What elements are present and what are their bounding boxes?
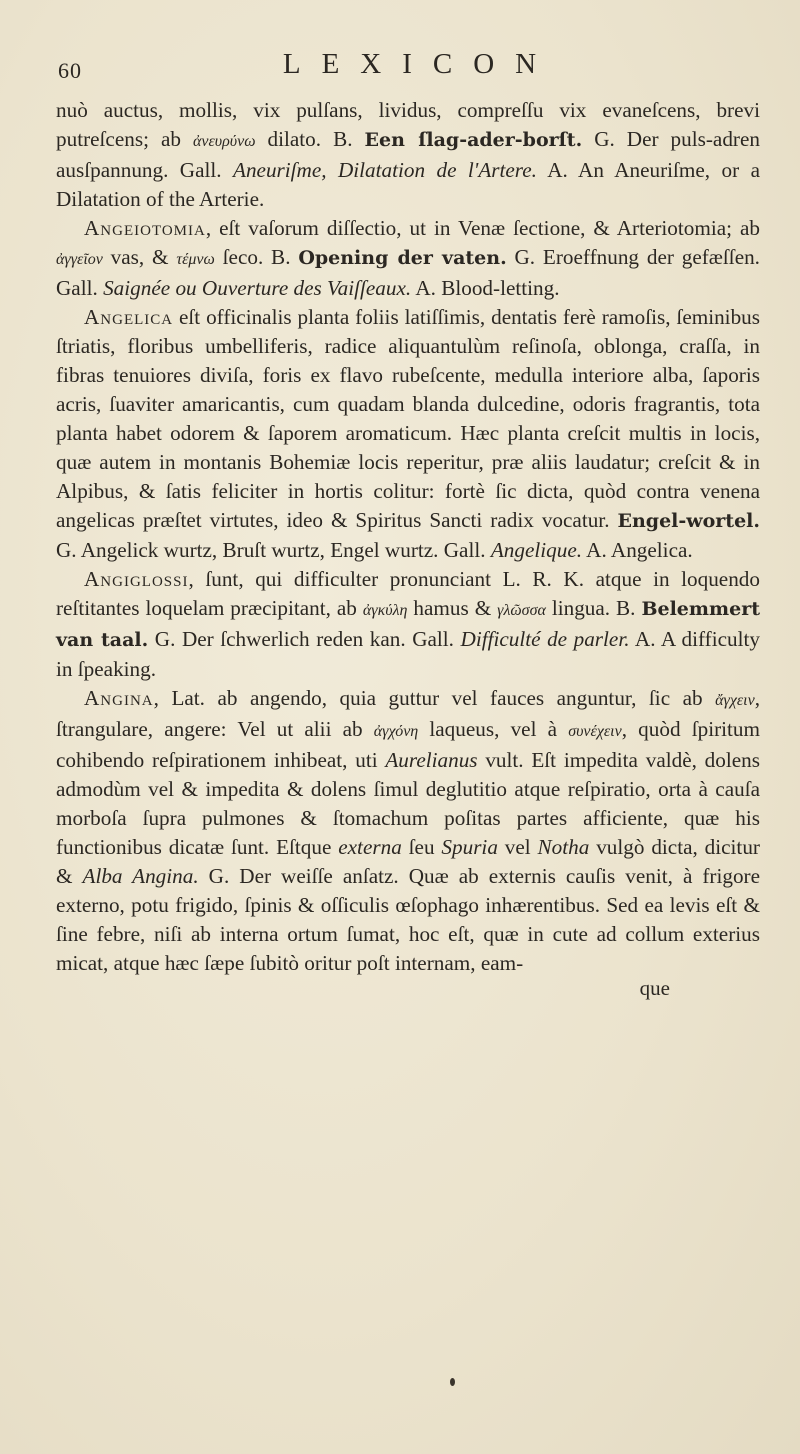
catchword: que: [639, 976, 670, 1000]
greek-term: συνέχειν: [568, 723, 622, 740]
text: G. Eroeffnung der gefæſſen. Gall.: [56, 245, 760, 300]
text: A. A difficulty in ſpeaking.: [56, 627, 760, 681]
text: dilato. B.: [255, 127, 365, 151]
text: ſeu: [401, 835, 442, 859]
headword: Angeiotomia: [84, 216, 206, 240]
text: nuò auctus, mollis, vix pulſans, lividus, compreſſu vix evaneſcens, brevi putreſcens; ab: [56, 98, 760, 151]
greek-term: γλῶσσα: [497, 602, 546, 619]
text: , quòd ſpiritum cohibendo reſpirationem inhibeat, uti: [56, 717, 760, 772]
text: A. An Aneuriſme, or a Dilatation of the Arterie.: [56, 158, 760, 211]
headword: Angiglossi: [84, 567, 189, 591]
italic-text: Spuria: [441, 835, 498, 859]
italic-text: Aurelianus: [385, 748, 478, 772]
entry-angelica: [56, 303, 760, 565]
text: G. Der puls-adren ausſpannung. Gall.: [56, 127, 760, 182]
text: , eſt vaſorum diſſectio, ut in Venæ ſectione, & Arteriotomia; ab: [205, 216, 760, 240]
page-number: 60: [58, 58, 82, 83]
headword: Angina: [84, 686, 154, 710]
entry-continuation: [56, 96, 760, 214]
italic-text: externa: [338, 835, 402, 859]
ink-speck: [450, 1378, 455, 1386]
italic-text: Saignée ou Ouverture des Vaiſſeaux.: [103, 276, 412, 300]
text: ſeco. B.: [214, 245, 299, 269]
text: G. Der weiſſe anſatz. Quæ ab externis cauſis venit, à frigore externo, potu frigido, ſpinis & oſſiculis œſophago inhærentibus. Sed ea levis eſt & ſine febre, niſi ab interna ortum ſumat, hoc eſt, quæ in cute ad collum exterius micat, atque hæc ſæpe ſubitò oritur poſt internam, eam-: [56, 864, 761, 975]
greek-term: ἀγκύλη: [362, 602, 408, 619]
text: eſt officinalis planta foliis latiſſimis, dentatis ferè ramoſis, ſeminibus ſtriatis, floribus umbelliferis, radice aliquantulùm reſinoſa, oblonga, craſſa, in fibras tenuiores diviſa, foris ex flavo rubeſcente, medulla interiore alba, ſaporis acris, ſuaviter amaricantis, cum quadam blanda dulcedine, odoris fragrantis, tota planta habet odorem & ſaporem aromaticum. Hæc planta creſcit multis in locis, quæ autem in montanis Bohemiæ locis reperitur, præ aliis laudatur; creſcit & in Alpibus, & ſatis feliciter in hortis colitur: fortè ſic dicta, quòd contra venena angelicas præſtet virtutes, ideo & Spiritus Sancti radix vocatur.: [56, 305, 760, 532]
greek-term: ἀγγεῖον: [56, 251, 103, 268]
greek-term: ἄγχειν: [715, 692, 755, 709]
italic-text: Alba Angina.: [82, 864, 199, 888]
greek-term: ἀγχόνη: [373, 723, 419, 740]
text: , ſunt, qui difficulter pronunciant L. R. K. atque in loquendo reſtitantes loquelam præcipitant, ab: [56, 567, 760, 620]
text: G. Angelick wurtz, Bruſt wurtz, Engel wurtz. Gall.: [56, 538, 491, 562]
headword: Angelica: [84, 305, 174, 329]
dutch-term: Belemmert van taal.: [56, 598, 760, 651]
italic-text: Notha: [537, 835, 590, 859]
text: lingua. B.: [545, 596, 642, 620]
page-header: [56, 0, 760, 96]
greek-term: ἀνευρύνω: [192, 133, 256, 150]
entry-angeiotomia: [56, 214, 760, 303]
text: vas, &: [102, 245, 177, 269]
dutch-term: Opening der vaten.: [298, 247, 507, 269]
text: A. Angelica.: [582, 538, 693, 562]
entry-angiglossi: [56, 565, 760, 684]
dutch-term: Engel-wortel.: [617, 510, 760, 532]
text: , Lat. ab angendo, quia guttur vel fauces anguntur, ſic ab: [153, 686, 716, 710]
entry-angina: [56, 684, 760, 978]
text: hamus &: [407, 596, 498, 620]
text: A. Blood-letting.: [411, 276, 560, 300]
text: laqueus, vel à: [418, 717, 569, 741]
greek-term: τέμνω: [176, 251, 215, 268]
text: vult. Eſt impedita valdè, dolens admodùm vel & impedita & dolens ſimul deglutitio atque reſpiratio, orta à cauſa morboſa ſupra pulmones & ſtomachum poſitas partes afficiente, quæ his functionibus dicatæ ſunt. Eſtque: [56, 748, 760, 859]
text: , ſtrangulare, angere: Vel ut alii ab: [56, 686, 760, 741]
italic-text: Difficulté de parler.: [460, 627, 630, 651]
text: G. Der ſchwerlich reden kan. Gall.: [148, 627, 461, 651]
dutch-term: Een ſlag-ader-borſt.: [364, 129, 583, 151]
text: vulgò dicta, dicitur &: [56, 835, 760, 888]
running-head: LEXICON: [282, 48, 558, 80]
italic-text: Aneuriſme, Dilatation de l'Artere.: [233, 158, 537, 182]
text: vel: [497, 835, 538, 859]
body-text: [56, 96, 760, 978]
italic-text: Angelique.: [490, 538, 583, 562]
